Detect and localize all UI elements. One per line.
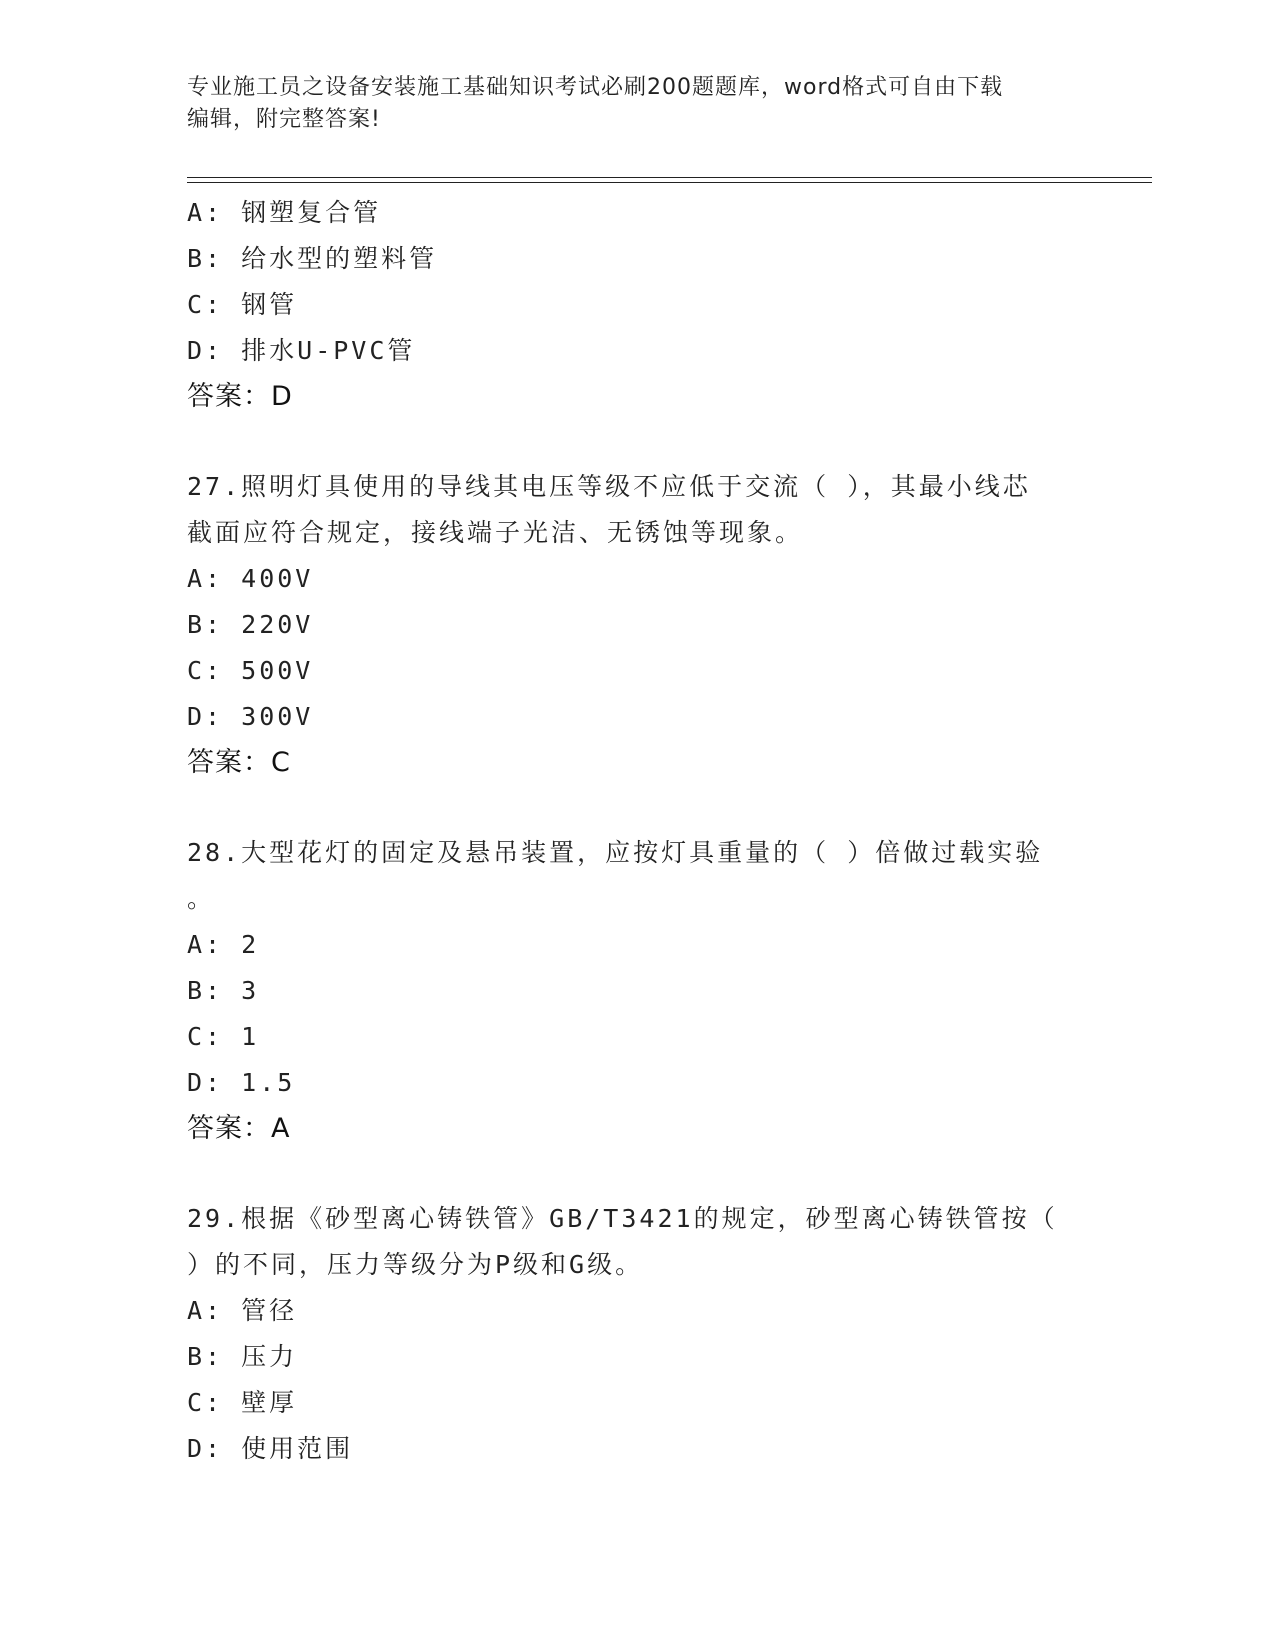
- option-a: A: 管径: [187, 1296, 298, 1325]
- question-stem-line-1: 27.照明灯具使用的导线其电压等级不应低于交流（ ），其最小线芯: [187, 472, 1031, 501]
- option-c: C: 500V: [187, 656, 314, 685]
- page-header: [187, 72, 1067, 136]
- header-divider: [187, 177, 1152, 183]
- option-b: B: 3: [187, 976, 260, 1005]
- question-stem: [187, 830, 1067, 922]
- answer-line: 答案：C: [187, 747, 291, 778]
- option-a: A: 400V: [187, 564, 314, 593]
- option-d: D: 1.5: [187, 1068, 296, 1097]
- question-list: [187, 190, 1067, 1472]
- option-d: D: 300V: [187, 702, 314, 731]
- option-d: D: 排水U-PVC管: [187, 336, 416, 365]
- question-stem-line-2: ）的不同，压力等级分为P级和G级。: [187, 1250, 644, 1279]
- header-title-line-2: 编辑，附完整答案!: [187, 107, 381, 132]
- question-29: [187, 1196, 1067, 1472]
- question-27: [187, 464, 1067, 786]
- option-b: B: 压力: [187, 1342, 298, 1371]
- option-a: A: 钢塑复合管: [187, 198, 382, 227]
- header-title-line-1: 专业施工员之设备安装施工基础知识考试必刷200题题库，word格式可自由下载: [187, 75, 1004, 100]
- option-d: D: 使用范围: [187, 1434, 354, 1463]
- question-stem-line-1: 29.根据《砂型离心铸铁管》GB/T3421的规定，砂型离心铸铁管按（: [187, 1204, 1058, 1233]
- question-28: [187, 830, 1067, 1152]
- question-26: [187, 190, 1067, 420]
- answer-line: 答案：A: [187, 1113, 291, 1144]
- option-a: A: 2: [187, 930, 260, 959]
- option-b: B: 给水型的塑料管: [187, 244, 438, 273]
- question-stem-line-2: 。: [187, 884, 216, 913]
- option-c: C: 壁厚: [187, 1388, 298, 1417]
- question-stem: [187, 1196, 1067, 1288]
- question-stem-line-2: 截面应符合规定，接线端子光洁、无锈蚀等现象。: [187, 518, 804, 547]
- question-stem-line-1: 28.大型花灯的固定及悬吊装置，应按灯具重量的（ ）倍做过载实验: [187, 838, 1044, 867]
- question-stem: [187, 464, 1067, 556]
- option-b: B: 220V: [187, 610, 314, 639]
- option-c: C: 1: [187, 1022, 260, 1051]
- option-c: C: 钢管: [187, 290, 298, 319]
- answer-line: 答案：D: [187, 381, 293, 412]
